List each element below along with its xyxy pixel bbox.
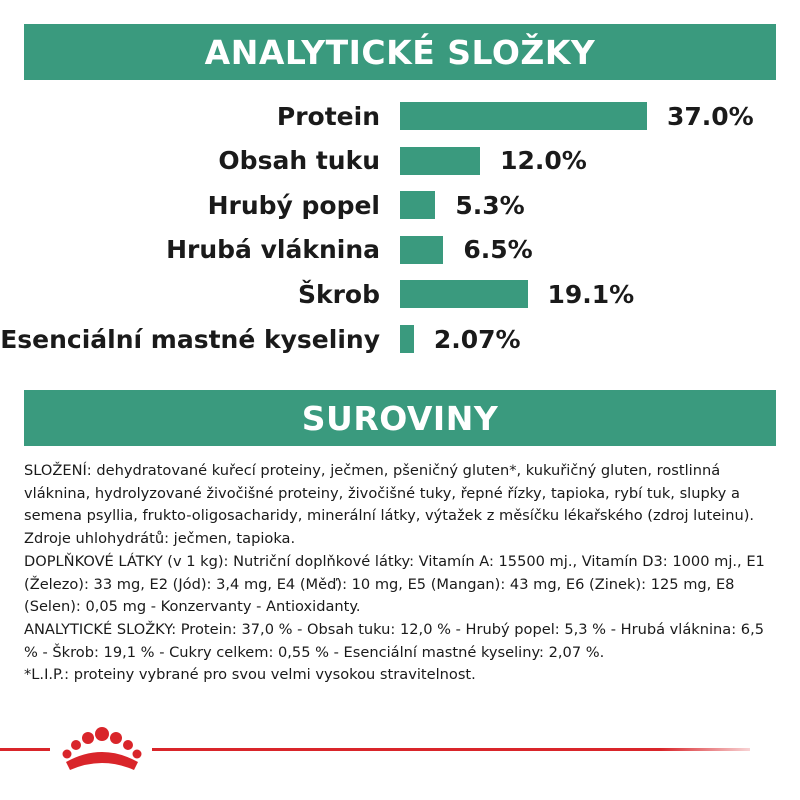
chart-row xyxy=(0,230,800,270)
royal-canin-crown-icon xyxy=(52,712,152,782)
lip-note-paragraph: *L.I.P.: proteiny vybrané pro svou velmi vysokou stravitelnost. xyxy=(24,666,476,684)
analytic-chart xyxy=(0,0,800,380)
chart-bar xyxy=(400,102,647,130)
chart-row-label: Obsah tuku xyxy=(218,146,380,176)
chart-row-label: Esenciální mastné kyseliny xyxy=(0,324,380,354)
chart-value-label: 19.1% xyxy=(547,279,635,309)
analytic-section-title-text: ANALYTICKÉ SLOŽKY xyxy=(204,32,596,72)
chart-row xyxy=(0,319,800,359)
chart-value-label: 37.0% xyxy=(667,101,754,131)
chart-bar xyxy=(400,280,528,308)
chart-row-label: Hrubý popel xyxy=(207,190,380,220)
additives-paragraph: DOPLŇKOVÉ LÁTKY (v 1 kg): Nutriční doplňkové látky: Vitamín A: 15500 mj., Vitamín D3: 1000 mj., E1 (Železo): 33 mg, E2 (Jód): 3,4 mg, E4 (Měď): 10 mg, E5 (Mangan): 43 mg, E6 (Zinek): 125 mg, E8 (Selen): 0,05 mg - Konzervanty - Antioxidanty. xyxy=(24,552,765,616)
chart-value-label: 5.3% xyxy=(455,190,525,220)
ingredients-text xyxy=(24,460,776,687)
footer-line-right xyxy=(152,748,750,751)
chart-bar xyxy=(400,147,480,175)
chart-bar xyxy=(400,236,443,264)
raw-section-title xyxy=(24,390,776,446)
footer-line-left xyxy=(0,748,50,751)
chart-row-label: Protein xyxy=(276,101,380,131)
composition-paragraph: SLOŽENÍ: dehydratované kuřecí proteiny, ječmen, pšeničný gluten*, kukuřičný gluten, rostlinná vláknina, hydrolyzované živočišné proteiny, živočišné tuky, řepné řízky, tapioka, rybí tuk, slupky a semena psyllia, frukto-oligosacharidy, minerální látky, výtažek z měsíčku lékařského (zdroj luteinu). Zdroje uhlohydrátů: ječmen, tapioka. xyxy=(24,462,755,548)
raw-section-title-text: SUROVINY xyxy=(301,398,499,438)
chart-value-label: 2.07% xyxy=(433,324,521,354)
chart-row xyxy=(0,96,800,136)
chart-value-label: 12.0% xyxy=(500,146,587,176)
chart-row xyxy=(0,141,800,181)
chart-row xyxy=(0,274,800,314)
analytic-paragraph: ANALYTICKÉ SLOŽKY: Protein: 37,0 % - Obsah tuku: 12,0 % - Hrubý popel: 5,3 % - Hrubá vláknina: 6,5 % - Škrob: 19,1 % - Cukry celkem: 0,55 % - Esenciální mastné kyseliny: 2,07 %. xyxy=(24,620,765,661)
chart-row xyxy=(0,185,800,225)
chart-row-label: Hrubá vláknina xyxy=(166,235,380,265)
chart-value-label: 6.5% xyxy=(463,235,533,265)
chart-row-label: Škrob xyxy=(297,279,380,309)
chart-bar xyxy=(400,191,435,219)
chart-bar xyxy=(400,325,414,353)
